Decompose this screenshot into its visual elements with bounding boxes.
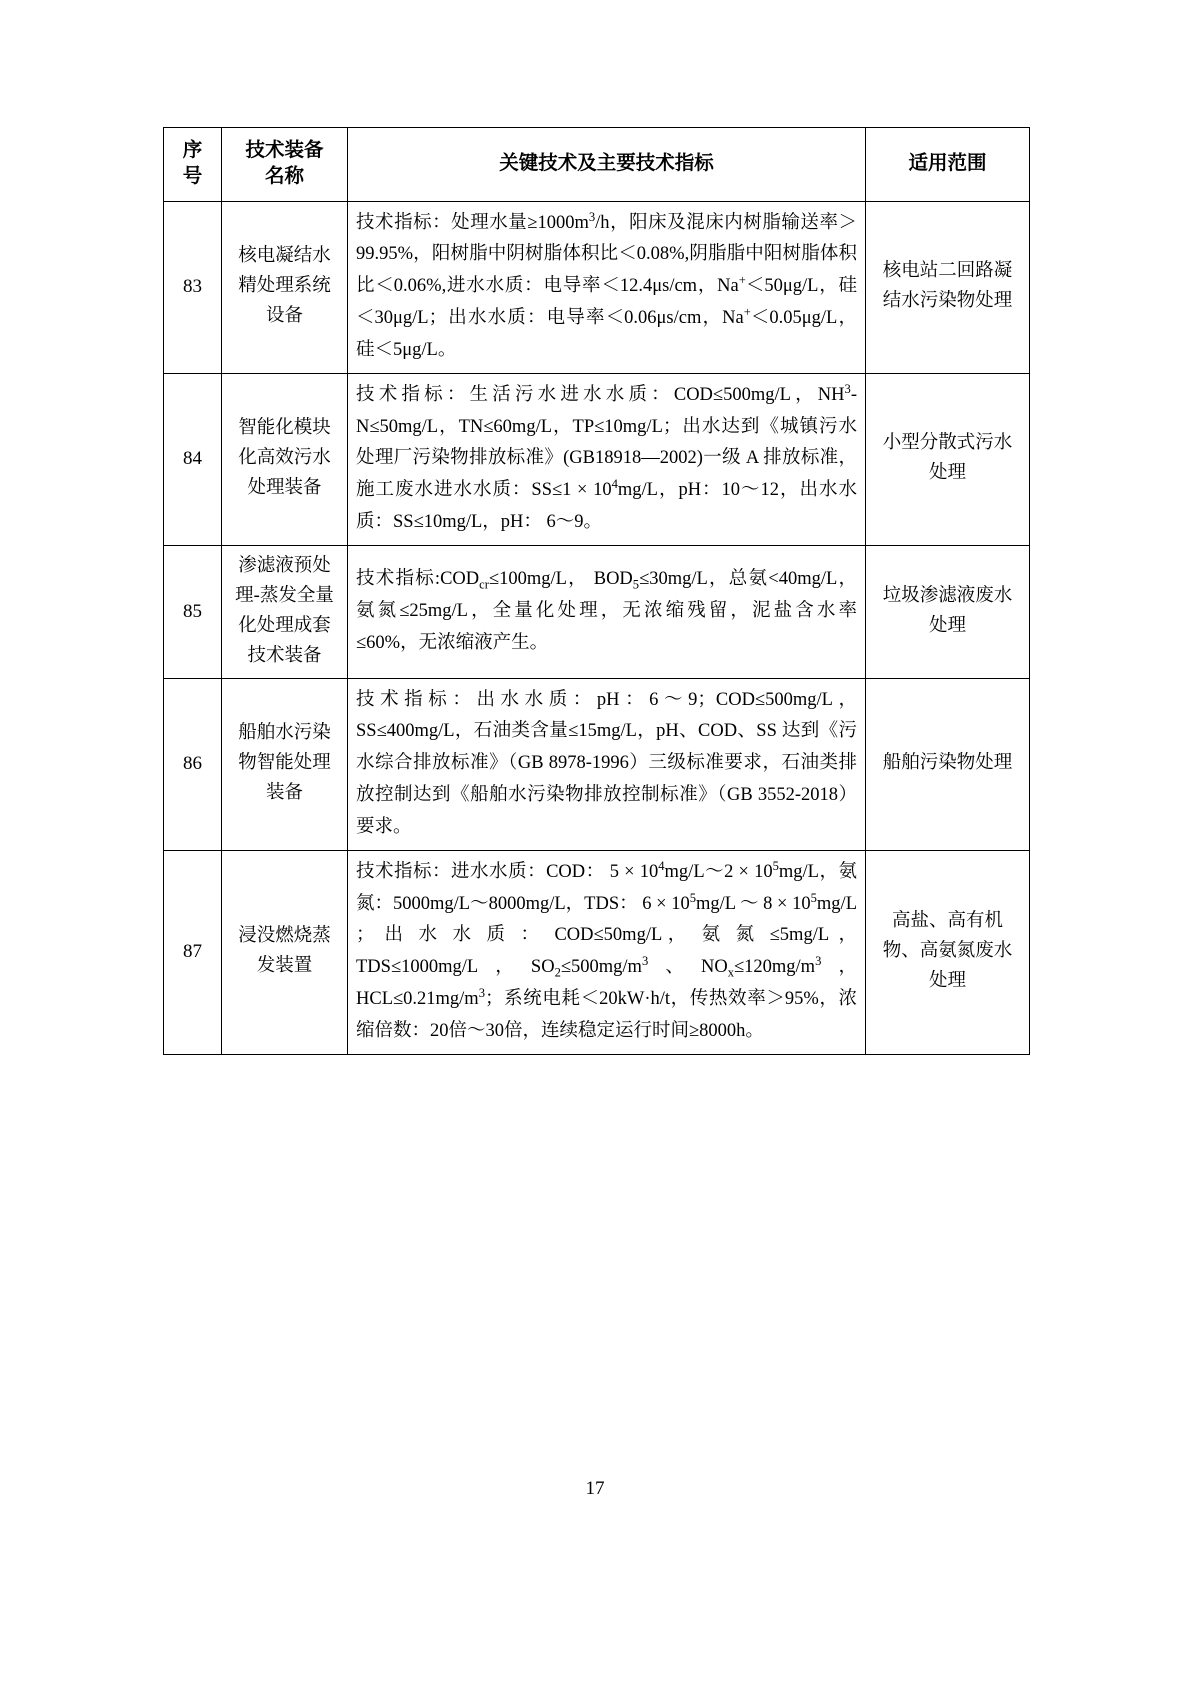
row-equipment-name: 浸没燃烧蒸发装置 bbox=[222, 850, 348, 1054]
row-key-technology: 技术指标：处理水量$\ge 1000m^3/h$，阳床及混床内树脂输送率＞99.95%，阳树脂中阴树脂体积比＜0.08%,阴脂脂中阳树脂体积比＜0.06%,进水水质：电导率＜12.4μs/cm，Na+＜50μg/L，硅＜30μg/L；出水水质：电导率＜0.06μs/cm，Na+＜0.05μg/L，硅＜5μg/L。 bbox=[348, 201, 866, 373]
row-application-scope: 垃圾渗滤液废水处理 bbox=[866, 545, 1030, 678]
header-key-technology: 关键技术及主要技术指标 bbox=[348, 128, 866, 202]
row-key-technology: 技术指标$:COD_{cr}\le 100mg/L$， $BOD_5\le 30mg/L$，总氨<40mg/L， 氨氮≤25mg/L，全量化处理，无浓缩残留，泥盐含水率≤60%，无浓缩液产生。 bbox=[348, 545, 866, 678]
row-application-scope: 船舶污染物处理 bbox=[866, 678, 1030, 850]
row-key-technology: 技术指标：进水水质：COD： $5 \times 10^4mg/L\sim 2 \times 10^5mg/L$，氨氮：5000mg/L～8000mg/L，TDS： $6 \times 10^5mg/L$ ～ $8 \times 10^5mg/L$ ； 出 水 水 质 ： COD≤50mg/L， 氨 氮 ≤5mg/L ， TDS≤1000mg/L，$SO_2\le 500mg/m^3$、$NO_x\le 120mg/m^3$，$HCL\le 0.21mg/m^3$；系统电耗＜20kW·h/t，传热效率＞95%，浓缩倍数：20倍～30倍，连续稳定运行时间≥8000h。 bbox=[348, 850, 866, 1054]
table-row bbox=[164, 201, 1030, 373]
row-equipment-name: 渗滤液预处理-蒸发全量化处理成套技术装备 bbox=[222, 545, 348, 678]
row-serial-number: 86 bbox=[164, 678, 222, 850]
table-row bbox=[164, 545, 1030, 678]
header-equipment-name bbox=[222, 128, 348, 202]
row-application-scope: 小型分散式污水处理 bbox=[866, 373, 1030, 545]
technology-equipment-table bbox=[163, 127, 1030, 1055]
row-application-scope: 核电站二回路凝结水污染物处理 bbox=[866, 201, 1030, 373]
table-row bbox=[164, 850, 1030, 1054]
row-equipment-name: 核电凝结水精处理系统设备 bbox=[222, 201, 348, 373]
header-equipment-name-line2: 名称 bbox=[264, 166, 304, 188]
table-header-row bbox=[164, 128, 1030, 202]
header-serial-number-line1: 序 bbox=[182, 140, 203, 161]
table-row bbox=[164, 373, 1030, 545]
row-serial-number: 83 bbox=[164, 201, 222, 373]
row-serial-number: 87 bbox=[164, 850, 222, 1054]
row-key-technology: 技术指标：生活污水进水水质：COD≤500mg/L，$NH^3-N\le 50mg/L$，TN≤60mg/L，TP≤10mg/L；出水达到《城镇污水处理厂污染物排放标准》(GB18918—2002)一级 A 排放标准，施工废水进水水质：$SS\le 1 \times 10^4mg/L$，pH：10～12，出水水质：SS≤10mg/L，pH： 6～9。 bbox=[348, 373, 866, 545]
header-application-scope: 适用范围 bbox=[866, 128, 1030, 202]
header-serial-number-line2: 号 bbox=[182, 166, 203, 188]
table-row bbox=[164, 678, 1030, 850]
row-serial-number: 85 bbox=[164, 545, 222, 678]
row-serial-number: 84 bbox=[164, 373, 222, 545]
row-equipment-name: 船舶水污染物智能处理装备 bbox=[222, 678, 348, 850]
header-serial-number bbox=[164, 128, 222, 202]
page-number: 17 bbox=[585, 1478, 605, 1499]
header-equipment-name-line1: 技术装备 bbox=[245, 140, 324, 161]
row-key-technology: 技术指标：出水水质：pH：6～9；COD≤500mg/L，SS≤400mg/L，石油类含量≤15mg/L，pH、COD、SS 达到《污水综合排放标准》（GB 8978-1996）三级标准要求，石油类排放控制达到《船舶水污染物排放控制标准》（GB 3552-2018）要求。 bbox=[348, 678, 866, 850]
row-equipment-name: 智能化模块化高效污水处理装备 bbox=[222, 373, 348, 545]
row-application-scope: 高盐、高有机物、高氨氮废水处理 bbox=[866, 850, 1030, 1054]
